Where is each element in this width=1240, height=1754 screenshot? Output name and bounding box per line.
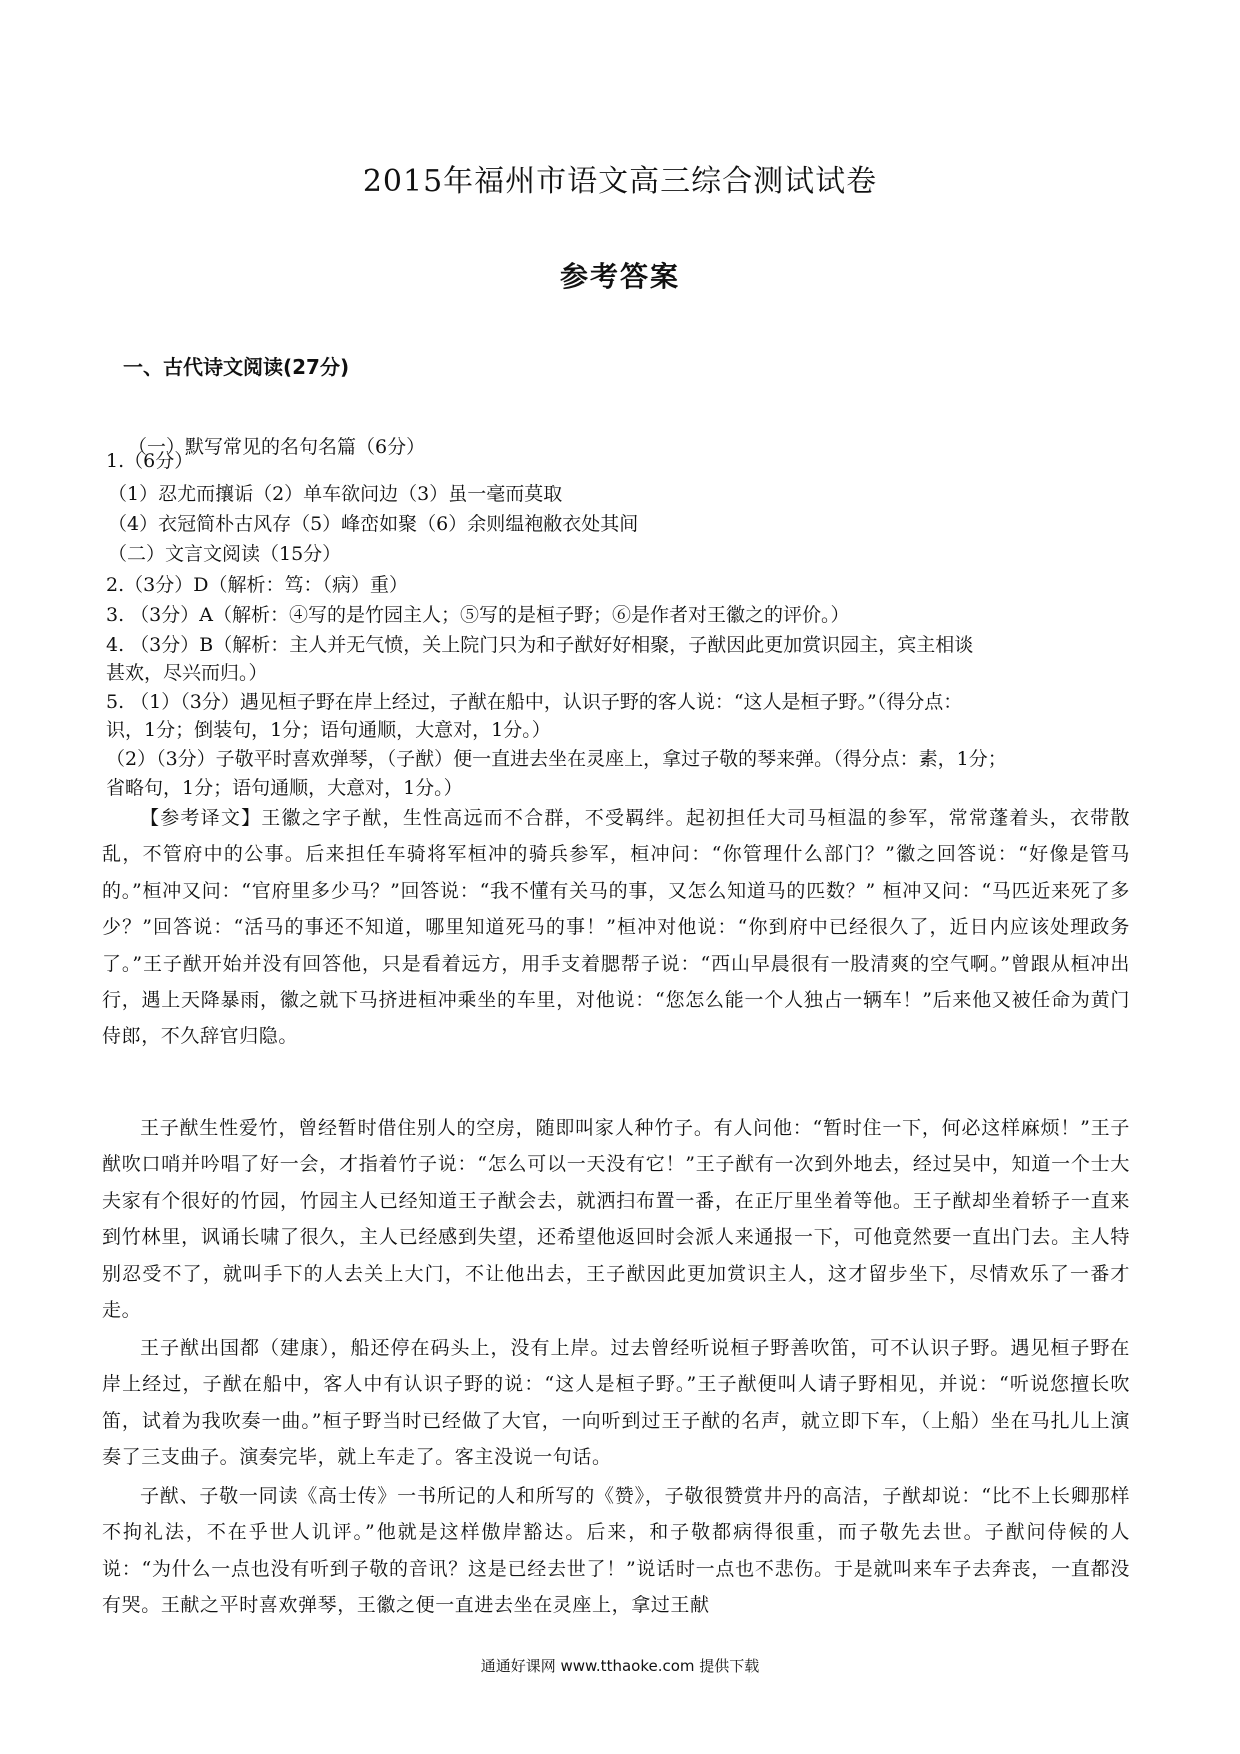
answer-line: 5. （1）（3分）遇见桓子野在岸上经过，子猷在船中，认识子野的客人说：“这人是桓子野。”（得分点：: [106, 691, 963, 713]
translation-paragraph: 王子猷出国都（建康），船还停在码头上，没有上岸。过去曾经听说桓子野善吹笛，可不认识子野。遇见桓子野在岸上经过，子猷在船中，客人中有认识子野的说：“这人是桓子野。”王子猷便叫人请子野相见，并说：“听说您擅长吹笛，试着为我吹奏一曲。”桓子野当时已经做了大官，一向听到过王子猷的名声，就立即下车，（上船）坐在马扎儿上演奏了三支曲子。演奏完毕，就上车走了。客主没说一句话。: [102, 1337, 1130, 1469]
translation-paragraph: 【参考译文】王徽之字子猷，生性高远而不合群，不受羁绊。起初担任大司马桓温的参军，常常蓬着头，衣带散乱，不管府中的公事。后来担任车骑将军桓冲的骑兵参军，桓冲问：“你管理什么部门？”徽之回答说：“好像是管马的。”桓冲又问：“官府里多少马？”回答说：“我不懂有关马的事，又怎么知道马的匹数？” 桓冲又问：“马匹近来死了多少？”回答说：“活马的事还不知道，哪里知道死马的事！”桓冲对他说：“你到府中已经很久了，近日内应该处理政务了。”王子猷开始并没有回答他，只是看着远方，用手支着腮帮子说：“西山早晨很有一股清爽的空气啊。”曾跟从桓冲出行，遇上天降暴雨，徽之就下马挤进桓冲乘坐的车里，对他说：“您怎么能一个人独占一辆车！”后来他又被任命为黄门侍郎，不久辞官归隐。: [102, 807, 1130, 1048]
answer-line: （二）文言文阅读（15分）: [108, 543, 342, 565]
translation-paragraph: 王子猷生性爱竹，曾经暂时借住别人的空房，随即叫家人种竹子。有人问他：“暂时住一下，何必这样麻烦！”王子猷吹口哨并吟唱了好一会，才指着竹子说：“怎么可以一天没有它！”王子猷有一次到外地去，经过吴中，知道一个士大夫家有个很好的竹园，竹园主人已经知道王子猷会去，就洒扫布置一番，在正厅里坐着等他。王子猷却坐着轿子一直来到竹林里，讽诵长啸了很久，主人已经感到失望，还希望他返回时会派人来通报一下，可他竟然要一直出门去。主人特别忍受不了，就叫手下的人去关上大门，不让他出去，王子猷因此更加赏识主人，这才留步坐下，尽情欢乐了一番才走。: [102, 1117, 1130, 1322]
answer-line: 3. （3分）A（解析：④写的是竹园主人；⑤写的是桓子野；⑥是作者对王徽之的评价。）: [106, 604, 850, 626]
answer-line: 1.（6分）: [106, 450, 194, 472]
answer-line: （2）（3分）子敬平时喜欢弹琴，（子猷）便一直进去坐在灵座上，拿过子敬的琴来弹。（得分点：素，1分；: [106, 748, 1007, 770]
answer-line: （4）衣冠简朴古风存（5）峰峦如聚（6）余则缊袍敝衣处其间: [108, 513, 639, 535]
answer-line: 甚欢，尽兴而归。）: [106, 662, 268, 684]
footer-source: 通通好课网 www.tthaoke.com 提供下载: [480, 1657, 760, 1675]
answer-line: （1）忍尤而攘诟（2）单车欲问边（3）虽一毫而莫取: [108, 483, 563, 505]
subsection-heading: （一）默写常见的名句名篇（6分）: [128, 436, 426, 458]
answer-line: 省略句，1分；语句通顺，大意对，1分。）: [106, 777, 463, 799]
document-subtitle: 参考答案: [559, 260, 680, 293]
document-title: 2015年福州市语文高三综合测试试卷: [362, 164, 878, 199]
answer-line: 识，1分；倒装句，1分；语句通顺，大意对，1分。）: [106, 719, 551, 741]
answer-line: 4. （3分）B（解析：主人并无气愤，关上院门只为和子猷好好相聚，子猷因此更加赏识园主，宾主相谈: [106, 634, 974, 656]
section-heading: 一、古代诗文阅读(27分): [123, 355, 350, 379]
answer-line: 2.（3分）D（解析：笃：（病）重）: [106, 574, 408, 596]
translation-paragraph: 子猷、子敬一同读《高士传》一书所记的人和所写的《赞》，子敬很赞赏井丹的高洁，子猷却说：“比不上长卿那样不拘礼法，不在乎世人讥评。”他就是这样傲岸豁达。后来，和子敬都病得很重，而子敬先去世。子猷问侍候的人说：“为什么一点也没有听到子敬的音讯？这是已经去世了！”说话时一点也不悲伤。于是就叫来车子去奔丧，一直都没有哭。王献之平时喜欢弹琴，王徽之便一直进去坐在灵座上，拿过王献: [102, 1485, 1130, 1617]
